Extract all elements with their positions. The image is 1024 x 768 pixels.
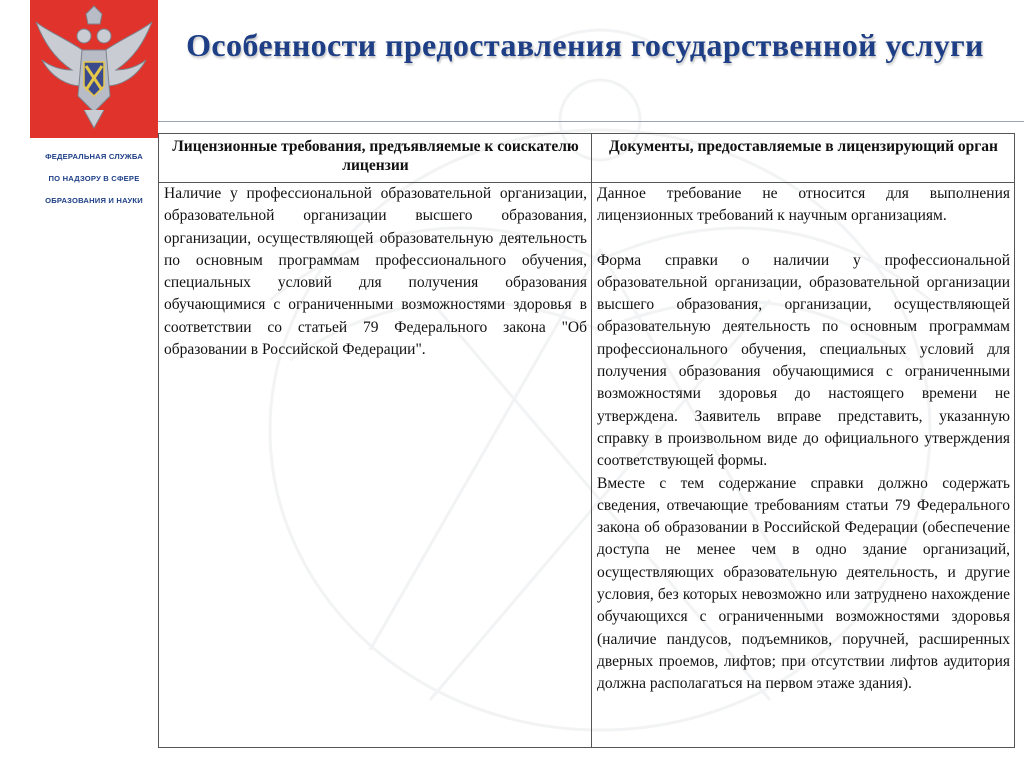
documents-paragraph-2: Форма справки о наличии у профессиональной образовательной организации, образовательной организации высшего образования, организации, осуществляющей образовательную деятельность по основным программам профессионального обучения, специальных условий для получения образования обучающимися с ограниченными возможностями здоровья до настоящего времени не утверждена. Заявитель вправе представить, указанную справку в произвольном виде до официального утверждения соответствующей формы. xyxy=(597,251,1010,470)
header-requirements: Лицензионные требования, предъявляемые к соискателю лицензии xyxy=(159,134,592,183)
documents-paragraph-3: Вместе с тем содержание справки должно содержать сведения, отвечающие требованиям статьи 79 Федерального закона об образовании в Российской Федерации (обеспечение доступа не менее чем в одно здание организаций, осуществляющих образовательную деятельность, и другие условия, без которых невозможно или затруднено нахождение обучающихся с ограниченными возможностями здоровья (наличие пандусов, подъемников, поручней, расширенных дверных проемов, лифтов; при отсутствии лифтов аудитория должна располагаться на первом этаже здания). xyxy=(597,474,1010,693)
documents-cell xyxy=(592,183,1015,748)
agency-line-3: ОБРАЗОВАНИЯ И НАУКИ xyxy=(45,196,143,205)
table-header-row xyxy=(159,134,1015,183)
page-title: Особенности предоставления государственной услуги xyxy=(186,27,984,63)
table-row xyxy=(159,183,1015,748)
header-documents: Документы, предоставляемые в лицензирующий орган xyxy=(592,134,1015,183)
agency-logo xyxy=(30,0,158,138)
eagle-emblem-icon xyxy=(30,0,158,138)
agency-line-2: ПО НАДЗОРУ В СФЕРЕ xyxy=(48,174,140,183)
agency-name xyxy=(30,146,158,212)
documents-paragraph-1: Данное требование не относится для выполнения лицензионных требований к научным организациям. xyxy=(597,185,1010,225)
paragraph-spacer xyxy=(597,228,1010,250)
requirement-cell xyxy=(159,183,592,748)
requirement-text: Наличие у профессиональной образовательной организации, образовательной организации высшего образования, организации, осуществляющей образовательную деятельность по основным программам профессионального обучения, специальных условий для получения образования обучающимися с ограниченными возможностями здоровья в соответствии со статьей 79 Федерального закона "Об образовании в Российской Федерации". xyxy=(164,185,587,359)
requirements-table xyxy=(158,133,1015,748)
agency-line-1: ФЕДЕРАЛЬНАЯ СЛУЖБА xyxy=(45,152,143,161)
title-divider xyxy=(158,121,1024,122)
